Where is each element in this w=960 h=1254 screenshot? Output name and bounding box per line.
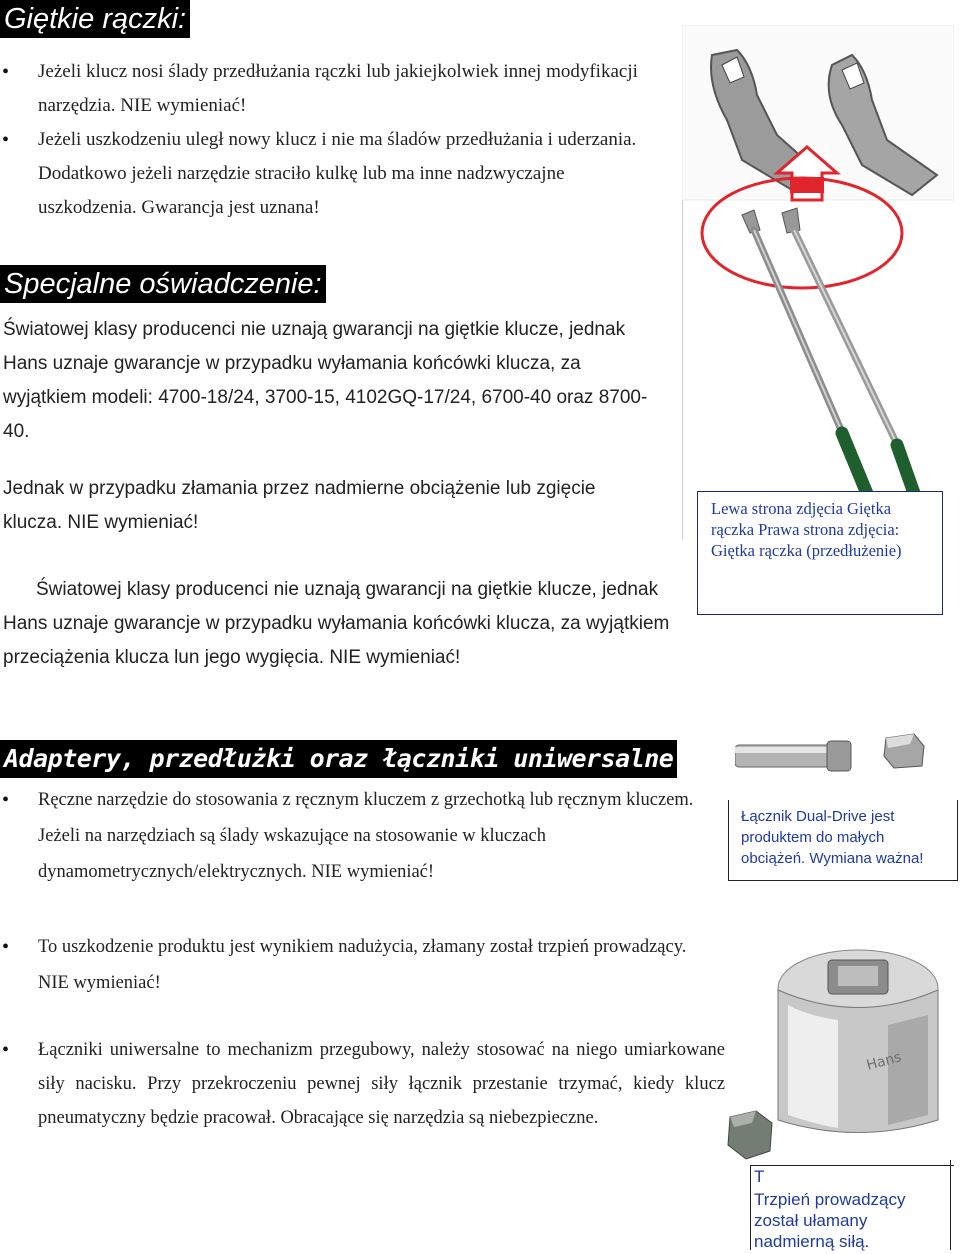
caption-pin-leftline: [750, 1165, 751, 1250]
bullet-list-3a: [0, 782, 710, 890]
caption-dual-rightline: [957, 800, 958, 880]
caption-pin-rightline: [950, 1160, 951, 1250]
list-item-text: To uszkodzenie produktu jest wynikiem nadużycia, złamany został trzpień prowadzący. NIE wymieniać!: [38, 937, 687, 993]
list-item: [0, 782, 710, 890]
broken-pin-photo: [726, 1107, 776, 1163]
caption-pin: Trzpień prowadzący został ułamany nadmierną siłą.: [754, 1190, 906, 1251]
square-drive-pin-photo: [880, 730, 930, 772]
caption-pin-t: T: [754, 1167, 765, 1186]
caption-dual-underline: [728, 880, 958, 881]
caption-dual-leftline: [728, 800, 729, 880]
list-item: [0, 1033, 725, 1135]
list-item-text: Łączniki uniwersalne to mechanizm przegubowy, należy stosować na niego umiarkowane siły nacisku. Przy przekroczeniu pewnej siły łącznik przestanie trzymać, kiedy klucz pneumatyczny będzie pracował. Obracające się narzędzia są niebezpieczne.: [38, 1040, 725, 1128]
caption-pin-topline: [750, 1165, 954, 1166]
caption-wrench: Lewa strona zdjęcia Giętka rączka Prawa strona zdjęcia: Giętka rączka (przedłużenie): [697, 491, 943, 615]
list-item: [0, 55, 640, 123]
list-item-text: Jeżeli klucz nosi ślady przedłużania rączki lub jakiejkolwiek innej modyfikacji narzędzia. NIE wymieniać!: [38, 61, 638, 116]
list-item: [0, 123, 640, 225]
paragraph-3: Światowej klasy producenci nie uznają gwarancji na giętkie klucze, jednak Hans uznaje gwarancje w przypadku wyłamania końcówki klucza, za wyjątkiem przeciążenia klucza lun jego wygięcia. NIE wymieniać!: [3, 579, 670, 668]
wrench-photo: [682, 25, 954, 540]
paragraph-2: Jednak w przypadku złamania przez nadmierne obciążenie lub zgięcie klucza. NIE wymieniać!: [3, 478, 596, 533]
bullet-list-1: [0, 55, 640, 225]
socket-photo: [758, 930, 958, 1140]
bullet-list-3c: [0, 1033, 725, 1135]
list-item-text: Ręczne narzędzie do stosowania z ręcznym kluczem z grzechotką lub ręcznym kluczem. Jeżeli na narzędziach są ślady wskazujące na stosowanie w kluczach dynamometrycznych/elektrycznych. NIE wymieniać!: [38, 790, 694, 882]
list-item: [0, 929, 700, 1001]
heading-adaptery: Adaptery, przedłużki oraz łączniki uniwersalne: [0, 740, 677, 778]
svg-text:Hans: Hans: [864, 1049, 904, 1074]
paragraph-1: Światowej klasy producenci nie uznają gwarancji na giętkie klucze, jednak Hans uznaje gwarancje w przypadku wyłamania końcówki klucza, za wyjątkiem modeli: 4700-18/24, 3700-15, 4102GQ-17/24, 6700-40 oraz 8700-40.: [3, 319, 648, 442]
extension-bar-photo: [735, 733, 855, 783]
caption-dual-drive: Łącznik Dual-Drive jest produktem do małych obciążeń. Wymiana ważna!: [741, 808, 924, 867]
heading-gietkie-raczki: Giętkie rączki:: [0, 0, 190, 38]
list-item-text: Jeżeli uszkodzeniu uległ nowy klucz i nie ma śladów przedłużania i uderzania. Dodatkowo jeżeli narzędzie straciło kulkę lub ma inne nadzwyczajne uszkodzenia. Gwarancja jest uznana!: [38, 129, 637, 218]
bullet-list-3b: [0, 929, 700, 1001]
heading-specjalne-oswiadczenie: Specjalne oświadczenie:: [0, 265, 326, 303]
